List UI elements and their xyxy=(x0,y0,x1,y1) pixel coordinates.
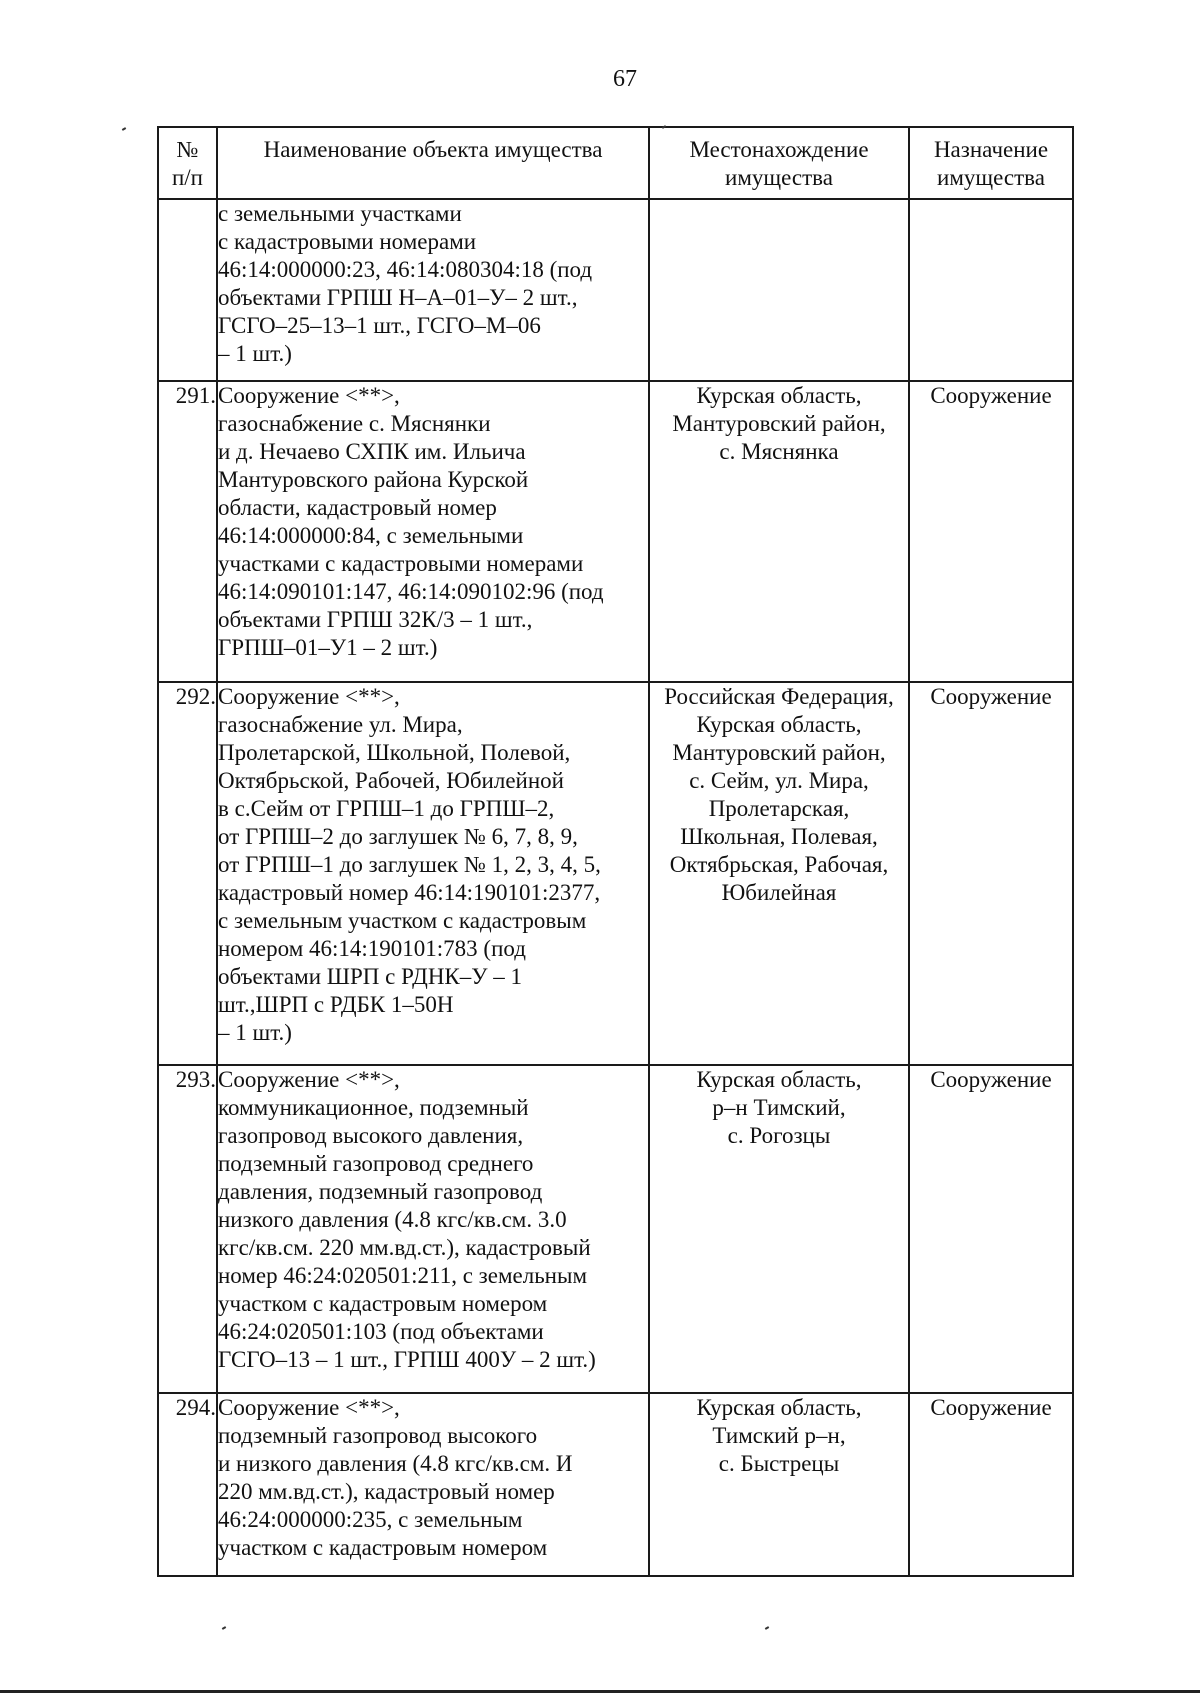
object-name: Сооружение <**>, подземный газопровод высокого и низкого давления (4.8 кгс/кв.см. И 220 мм.вд.ст.), кадастровый номер 46:24:000000:235, с земельным участком с кадастровым номером xyxy=(217,1393,649,1576)
table-row xyxy=(158,381,1073,682)
object-purpose: Сооружение xyxy=(909,381,1073,682)
object-name: Сооружение <**>, коммуникационное, подземный газопровод высокого давления, подземный газопровод среднего давления, подземный газопровод низкого давления (4.8 кгс/кв.см. 3.0 кгс/кв.см. 220 мм.вд.ст.), кадастровый номер 46:24:020501:211, с земельным участком с кадастровым номером 46:24:020501:103 (под объектами ГСГО–13 – 1 шт., ГРПШ 400У – 2 шт.) xyxy=(217,1065,649,1393)
object-purpose xyxy=(909,199,1073,381)
row-number: 291. xyxy=(158,381,217,682)
header-name: Наименование объекта имущества xyxy=(217,127,649,199)
header-number: № п/п xyxy=(158,127,217,199)
scan-speck xyxy=(765,1626,769,1630)
table-header-row xyxy=(158,127,1073,199)
object-purpose: Сооружение xyxy=(909,1065,1073,1393)
page-number: 67 xyxy=(613,66,637,92)
object-name: Сооружение <**>, газоснабжение с. Мяснянки и д. Нечаево СХПК им. Ильича Мантуровского района Курской области, кадастровый номер 46:14:000000:84, с земельными участками с кадастровыми номерами 46:14:090101:147, 46:14:090102:96 (под объектами ГРПШ 32К/3 – 1 шт., ГРПШ–01–У1 – 2 шт.) xyxy=(217,381,649,682)
object-location xyxy=(649,199,909,381)
object-location: Российская Федерация, Курская область, Мантуровский район, с. Сейм, ул. Мира, Пролетарская, Школьная, Полевая, Октябрьская, Рабочая, Юбилейная xyxy=(649,682,909,1065)
object-purpose: Сооружение xyxy=(909,682,1073,1065)
header-purpose: Назначение имущества xyxy=(909,127,1073,199)
row-number: 293. xyxy=(158,1065,217,1393)
table-row xyxy=(158,682,1073,1065)
table-row xyxy=(158,1393,1073,1576)
object-name: Сооружение <**>, газоснабжение ул. Мира, Пролетарской, Школьной, Полевой, Октябрьской, Рабочей, Юбилейной в с.Сейм от ГРПШ–1 до ГРПШ–2, от ГРПШ–2 до заглушек № 6, 7, 8, 9, от ГРПШ–1 до заглушек № 1, 2, 3, 4, 5, кадастровый номер 46:14:190101:2377, с земельным участком с кадастровым номером 46:14:190101:783 (под объектами ШРП с РДНК–У – 1 шт.,ШРП с РДБК 1–50Н – 1 шт.) xyxy=(217,682,649,1065)
property-table xyxy=(157,126,1074,1577)
object-location: Курская область, р–н Тимский, с. Рогозцы xyxy=(649,1065,909,1393)
scan-speck xyxy=(122,127,126,131)
row-number xyxy=(158,199,217,381)
object-location: Курская область, Мантуровский район, с. Мяснянка xyxy=(649,381,909,682)
scan-edge-line xyxy=(0,1690,1200,1693)
object-purpose: Сооружение xyxy=(909,1393,1073,1576)
object-name: с земельными участками с кадастровыми номерами 46:14:000000:23, 46:14:080304:18 (под объектами ГРПШ Н–А–01–У– 2 шт., ГСГО–25–13–1 шт., ГСГО–М–06 – 1 шт.) xyxy=(217,199,649,381)
table-row xyxy=(158,199,1073,381)
table-row xyxy=(158,1065,1073,1393)
row-number: 292. xyxy=(158,682,217,1065)
object-location: Курская область, Тимский р–н, с. Быстрецы xyxy=(649,1393,909,1576)
header-location: Местонахождение имущества xyxy=(649,127,909,199)
row-number: 294. xyxy=(158,1393,217,1576)
scan-speck xyxy=(222,1626,226,1630)
